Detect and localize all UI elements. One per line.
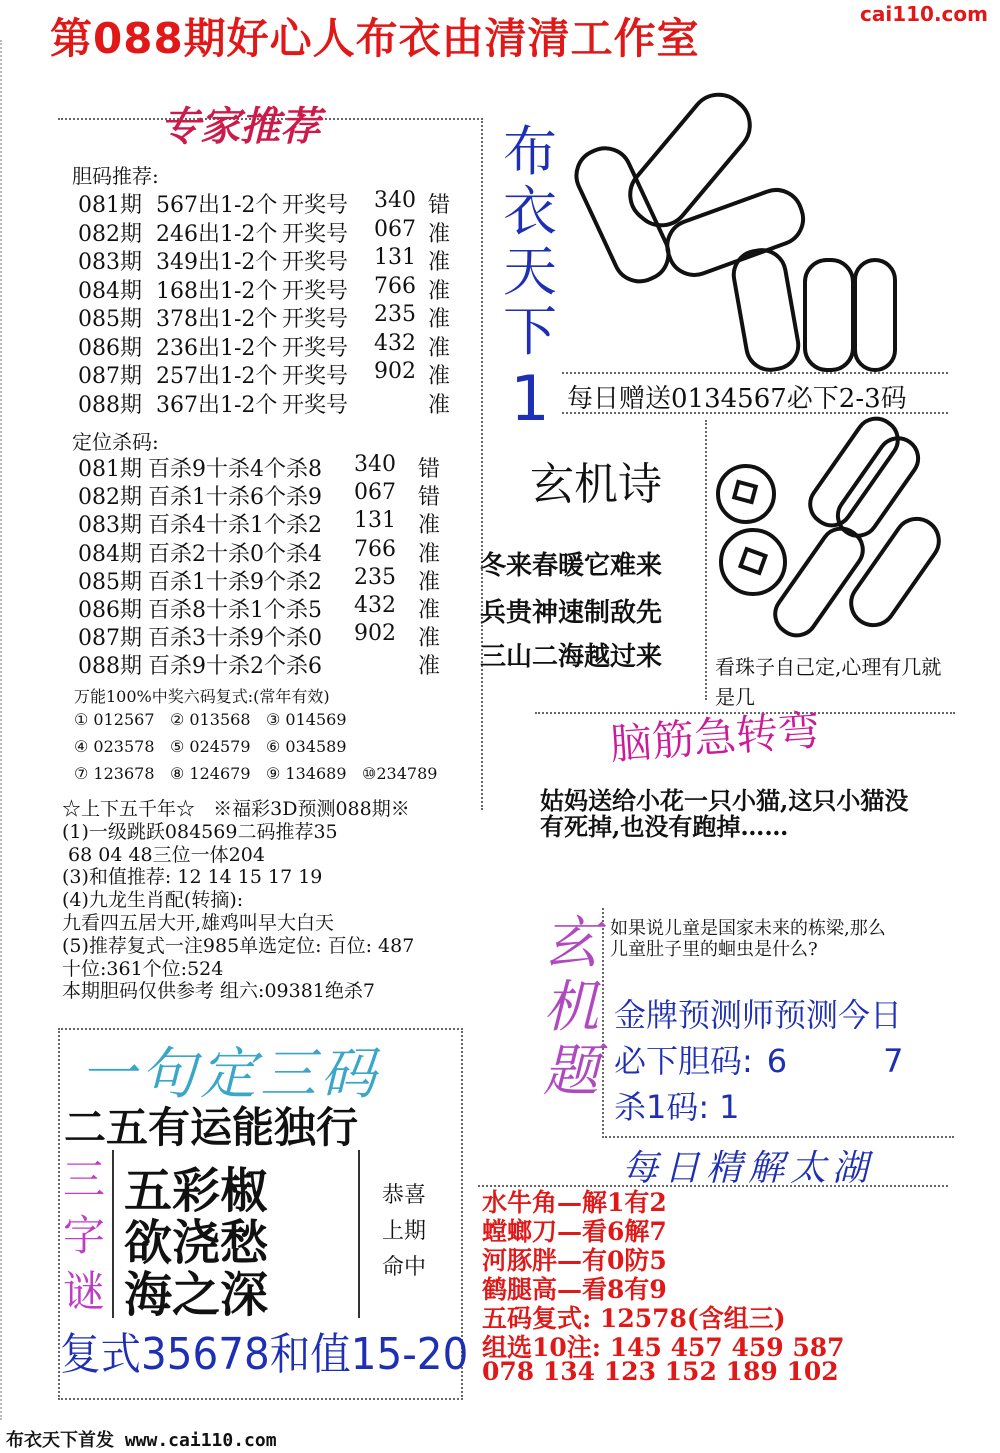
forecast-block — [62, 798, 492, 1003]
one-sentence-sub: 二五有运能独行 — [64, 1103, 359, 1152]
bead-art-top — [565, 75, 900, 375]
page-title: 第088期好心人布衣由清清工作室 — [50, 14, 700, 63]
dan-pick: 168出1-2个 — [156, 278, 278, 304]
riddle-question: 如果说儿童是国家未来的栋梁,那么儿童肚子里的蛔虫是什么? — [610, 918, 886, 960]
brain-text: 姑妈送给小花一只小猫,这只小猫没有死掉,也没有跑掉…… — [540, 786, 909, 841]
dan-period: 084期 — [78, 278, 142, 304]
brand-number: 1 — [510, 362, 550, 435]
dan-draw-number: 340 — [374, 188, 416, 213]
forecast-line: 68 04 48三位一体204 — [62, 843, 265, 866]
kill-one-label: 杀1码: — [614, 1088, 710, 1126]
dan-period: 086期 — [78, 335, 142, 361]
dan-draw-label: 开奖号 — [282, 193, 349, 218]
daily-line: 河豚胖—有0防5 — [482, 1246, 667, 1275]
forecast-line: (1)一级跳跃084569二码推荐35 — [62, 820, 338, 843]
poem-title: 玄机诗 — [530, 459, 662, 510]
dan-period: 088期 — [78, 392, 142, 418]
six-code-cell: ⑦ 123678 — [74, 764, 155, 783]
dan-draw-number: 131 — [374, 245, 416, 270]
kill-draw-number: 432 — [354, 593, 396, 618]
must-b: 7 — [883, 1042, 904, 1080]
kill-draw-number: 067 — [354, 480, 396, 506]
kill-one-line — [614, 1082, 740, 1128]
daily-line: 078 134 123 152 189 102 — [482, 1357, 839, 1386]
kill-one-value: 1 — [719, 1088, 740, 1126]
six-code-cell: ④ 023578 — [74, 737, 155, 756]
kill-period: 088期 — [78, 654, 142, 680]
dan-pick: 236出1-2个 — [156, 335, 278, 361]
daily-line: 鹤腿高—看8有9 — [482, 1275, 667, 1304]
kill-period: 084期 — [78, 541, 142, 567]
six-code-cell: ③ 014569 — [266, 710, 347, 729]
dan-draw-number: 432 — [374, 330, 416, 356]
kill-period: 083期 — [78, 513, 142, 539]
coin-bead-art — [708, 412, 948, 647]
forecast-line: (4)九龙生肖配(转摘): — [62, 889, 244, 912]
poem-line: 冬来春暖它难来 — [480, 551, 663, 581]
one-sentence-title: 一句定三码 — [80, 1042, 380, 1107]
must-label: 必下胆码: — [614, 1042, 753, 1080]
forecast-line: 九看四五居大开,雄鸡叫早大白天 — [62, 911, 335, 934]
forecast-line: (5)推荐复式一注985单选定位: 百位: 487 — [62, 934, 415, 957]
dan-result: 准 — [428, 307, 451, 332]
dan-pick: 257出1-2个 — [156, 364, 278, 389]
kill-period: 085期 — [78, 569, 142, 595]
kill-period: 086期 — [78, 598, 142, 623]
kill-pick: 百杀9十杀4个杀8 — [148, 457, 322, 482]
beads-text: 看珠子自己定,心理有几就是几 — [715, 655, 942, 709]
word-riddle-char: 谜 — [62, 1267, 105, 1316]
kill-table — [78, 452, 478, 682]
kill-period: 082期 — [78, 485, 142, 511]
brand-vertical — [500, 122, 560, 362]
dan-result: 准 — [428, 250, 451, 275]
riddle-word: 欲浇愁 — [124, 1215, 269, 1271]
kill-draw-number: 902 — [354, 621, 396, 647]
kill-pick: 百杀3十杀9个杀0 — [148, 626, 322, 652]
dan-draw-number: 902 — [374, 359, 416, 384]
six-code-cell: ⑥ 034589 — [266, 737, 347, 756]
must-a: 6 — [766, 1042, 788, 1080]
riddle-word: 海之深 — [124, 1267, 269, 1323]
footer: 布衣天下首发 www.cai110.com — [6, 1430, 277, 1451]
kill-draw-number: 235 — [354, 564, 396, 590]
daily-line: 螳螂刀—看6解7 — [482, 1217, 667, 1246]
daily-line: 水牛角—解1有2 — [482, 1188, 667, 1217]
kill-result: 准 — [418, 541, 441, 567]
poem-line: 兵贵神速制敌先 — [480, 598, 663, 628]
kill-draw-number: 131 — [354, 508, 396, 534]
combo-line: 复式35678和值15-20 — [60, 1329, 469, 1380]
dan-result: 准 — [428, 392, 451, 418]
kill-result: 准 — [418, 569, 441, 595]
daily-line: 组选10注: 145 457 459 587 — [482, 1333, 845, 1362]
six-code-cell: ⑨ 134689 — [266, 764, 347, 783]
forecast-line: 十位:361个位:524 — [62, 957, 224, 980]
kill-label: 定位杀码: — [72, 430, 159, 454]
kill-result: 准 — [418, 513, 441, 539]
riddle-char: 玄 — [543, 911, 599, 976]
kill-pick: 百杀2十杀0个杀4 — [148, 541, 322, 567]
dan-period: 087期 — [78, 364, 142, 389]
site-logo[interactable]: cai110.com — [860, 2, 988, 26]
six-code-cell: ⑤ 024579 — [170, 737, 251, 756]
dan-period: 085期 — [78, 307, 142, 332]
dan-draw-label: 开奖号 — [282, 250, 349, 275]
dan-result: 准 — [428, 364, 451, 389]
six-code-cell: ① 012567 — [74, 710, 155, 729]
dan-period: 082期 — [78, 221, 142, 247]
dan-result: 错 — [428, 193, 451, 218]
six-code-cell: ⑧ 124679 — [170, 764, 251, 783]
brand-char: 衣 — [503, 180, 557, 243]
dan-pick: 378出1-2个 — [156, 307, 278, 332]
dan-pick: 349出1-2个 — [156, 250, 278, 275]
dan-pick: 367出1-2个 — [156, 392, 278, 418]
kill-result: 准 — [418, 598, 441, 623]
congrats-text: 上期 — [382, 1219, 427, 1244]
dan-table — [78, 188, 478, 420]
dan-period: 081期 — [78, 193, 142, 218]
left-dotted-rule — [0, 40, 2, 1420]
six-code-cell: ② 013568 — [170, 710, 251, 729]
kill-pick: 百杀8十杀1个杀5 — [148, 598, 322, 623]
forecast-line: (3)和值推荐: 12 14 15 17 19 — [62, 866, 323, 889]
promo-text: 每日赠送0134567必下2-3码 — [567, 384, 907, 414]
dan-draw-label: 开奖号 — [282, 364, 349, 389]
dan-draw-label: 开奖号 — [282, 307, 349, 332]
dan-pick: 246出1-2个 — [156, 221, 278, 247]
kill-draw-number: 340 — [354, 452, 396, 477]
expert-title: 专家推荐 — [160, 104, 320, 150]
daily-line: 五码复式: 12578(含组三) — [482, 1304, 786, 1333]
daily-title: 每日精解太湖 — [622, 1148, 875, 1189]
kill-pick: 百杀1十杀9个杀2 — [148, 569, 322, 595]
kill-period: 081期 — [78, 457, 142, 482]
riddle-vertical — [540, 912, 602, 1104]
six-code-table — [74, 710, 474, 794]
kill-result: 准 — [418, 626, 441, 652]
must-dan-line — [614, 1036, 904, 1082]
forecast-line: 本期胆码仅供参考 组六:09381绝杀7 — [62, 980, 375, 1003]
forecast-line: ☆上下五千年☆ ※福彩3D预测088期※ — [62, 798, 410, 820]
dan-draw-label: 开奖号 — [282, 221, 349, 247]
brain-title: 脑筋急转弯 — [608, 705, 822, 769]
dan-period: 083期 — [78, 250, 142, 275]
dan-draw-label: 开奖号 — [282, 392, 349, 418]
dan-draw-number: 235 — [374, 302, 416, 327]
dan-label: 胆码推荐: — [72, 164, 159, 188]
gold-predictor-line: 金牌预测师预测今日 — [614, 996, 903, 1034]
kill-pick: 百杀4十杀1个杀2 — [148, 513, 322, 539]
dan-result: 准 — [428, 221, 451, 247]
six-code-cell: ⑩234789 — [362, 764, 438, 783]
brand-char: 布 — [503, 120, 557, 183]
congrats-text: 命中 — [382, 1255, 427, 1280]
riddle-char: 机 — [543, 975, 599, 1040]
dan-draw-label: 开奖号 — [282, 335, 349, 361]
dan-draw-number: 766 — [374, 273, 416, 299]
word-riddle-vertical — [62, 1152, 106, 1320]
riddle-char: 题 — [543, 1039, 599, 1104]
kill-result: 准 — [418, 654, 441, 680]
word-riddle-char: 三 — [62, 1155, 105, 1204]
kill-result: 错 — [418, 485, 441, 511]
riddle-word: 五彩椒 — [124, 1163, 269, 1219]
dan-draw-label: 开奖号 — [282, 278, 349, 304]
kill-period: 087期 — [78, 626, 142, 652]
six-code-label: 万能100%中奖六码复式:(常年有效) — [74, 687, 330, 706]
kill-result: 错 — [418, 457, 441, 482]
dan-result: 准 — [428, 278, 451, 304]
dan-draw-number: 067 — [374, 216, 416, 242]
brand-char: 下 — [503, 300, 557, 363]
dan-pick: 567出1-2个 — [156, 193, 278, 218]
congrats-text: 恭喜 — [382, 1183, 427, 1208]
kill-draw-number: 766 — [354, 536, 396, 562]
poem-line: 三山二海越过来 — [480, 642, 663, 672]
brand-char: 天 — [503, 240, 557, 303]
kill-pick: 百杀9十杀2个杀6 — [148, 654, 322, 680]
word-riddle-char: 字 — [62, 1211, 105, 1260]
dan-result: 准 — [428, 335, 451, 361]
kill-pick: 百杀1十杀6个杀9 — [148, 485, 322, 511]
